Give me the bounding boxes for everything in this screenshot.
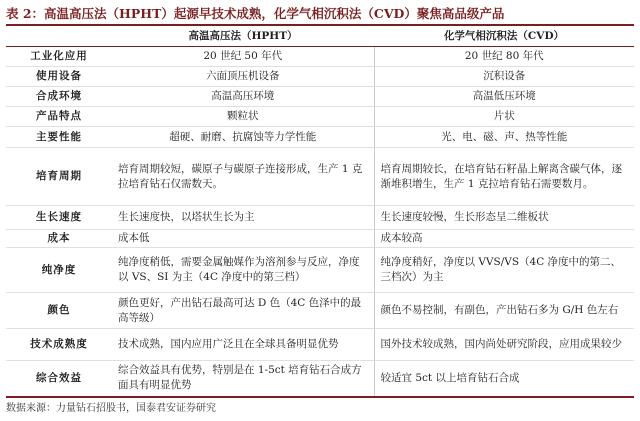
row-label: 综合效益 <box>6 361 112 397</box>
table-row <box>6 67 634 87</box>
table-row <box>6 107 634 127</box>
table-row <box>6 293 634 329</box>
row-label: 主要性能 <box>6 127 112 148</box>
row-label: 产品特点 <box>6 107 112 127</box>
hpht-cell: 高温高压环境 <box>112 87 374 107</box>
table-row <box>6 148 634 206</box>
row-label: 合成环境 <box>6 87 112 107</box>
comparison-table <box>6 24 634 398</box>
source-note: 数据来源：力量钻石招股书，国泰君安证券研究 <box>6 403 216 414</box>
table-row <box>6 47 634 67</box>
row-label: 生长速度 <box>6 206 112 230</box>
hpht-cell: 技术成熟，国内应用广泛且在全球具备明显优势 <box>112 329 374 361</box>
table-row <box>6 248 634 293</box>
cvd-cell: 国外技术较成熟，国内尚处研究阶段，应用成果较少 <box>374 329 634 361</box>
row-label: 颜色 <box>6 293 112 329</box>
table-row <box>6 230 634 248</box>
row-label: 工业化应用 <box>6 47 112 67</box>
table-row <box>6 206 634 230</box>
table-row <box>6 127 634 148</box>
row-label: 成本 <box>6 230 112 248</box>
hpht-cell: 六面顶压机设备 <box>112 67 374 87</box>
hpht-cell: 综合效益具有优势，特别是在 1-5ct 培育钻石合成方面具有明显优势 <box>112 361 374 397</box>
row-label: 培育周期 <box>6 148 112 206</box>
cvd-cell: 光、电、磁、声、热等性能 <box>374 127 634 148</box>
hpht-cell: 培育周期较短，碳原子与碳原子连接形成，生产 1 克拉培育钻石仅需数天。 <box>112 148 374 206</box>
row-label: 技术成熟度 <box>6 329 112 361</box>
cvd-cell: 生长速度较慢，生长形态呈二维板状 <box>374 206 634 230</box>
row-label: 使用设备 <box>6 67 112 87</box>
cvd-cell: 颜色不易控制，有副色，产出钻石多为 G/H 色左右 <box>374 293 634 329</box>
cvd-cell: 20 世纪 80 年代 <box>374 47 634 67</box>
cvd-cell: 成本较高 <box>374 230 634 248</box>
hpht-cell: 20 世纪 50 年代 <box>112 47 374 67</box>
cvd-cell: 较适宜 5ct 以上培育钻石合成 <box>374 361 634 397</box>
table-row <box>6 361 634 397</box>
hpht-cell: 成本低 <box>112 230 374 248</box>
header-blank <box>6 25 112 47</box>
table-header-row <box>6 25 634 47</box>
cvd-cell: 高温低压环境 <box>374 87 634 107</box>
table-row <box>6 329 634 361</box>
cvd-cell: 片状 <box>374 107 634 127</box>
hpht-cell: 颜色更好，产出钻石最高可达 D 色（4C 色泽中的最高等级） <box>112 293 374 329</box>
cvd-cell: 纯净度稍好，净度以 VVS/VS（4C 净度中的第二、三档次）为主 <box>374 248 634 293</box>
table-row <box>6 87 634 107</box>
cvd-cell: 沉积设备 <box>374 67 634 87</box>
cvd-cell: 培育周期较长，在培育钻石籽晶上解离含碳气体，逐渐堆积增生，生产 1 克拉培育钻石需要数月。 <box>374 148 634 206</box>
header-hpht: 高温高压法（HPHT） <box>112 25 374 47</box>
hpht-cell: 超硬、耐磨、抗腐蚀等力学性能 <box>112 127 374 148</box>
table-title: 表 2：高温高压法（HPHT）起源早技术成熟，化学气相沉积法（CVD）聚焦高品级产品 <box>6 6 505 21</box>
hpht-cell: 纯净度稍低，需要金属触媒作为溶剂参与反应，净度以 VS、SI 为主（4C 净度中的第三档） <box>112 248 374 293</box>
header-cvd: 化学气相沉积法（CVD） <box>374 25 634 47</box>
hpht-cell: 颗粒状 <box>112 107 374 127</box>
hpht-cell: 生长速度快，以塔状生长为主 <box>112 206 374 230</box>
row-label: 纯净度 <box>6 248 112 293</box>
